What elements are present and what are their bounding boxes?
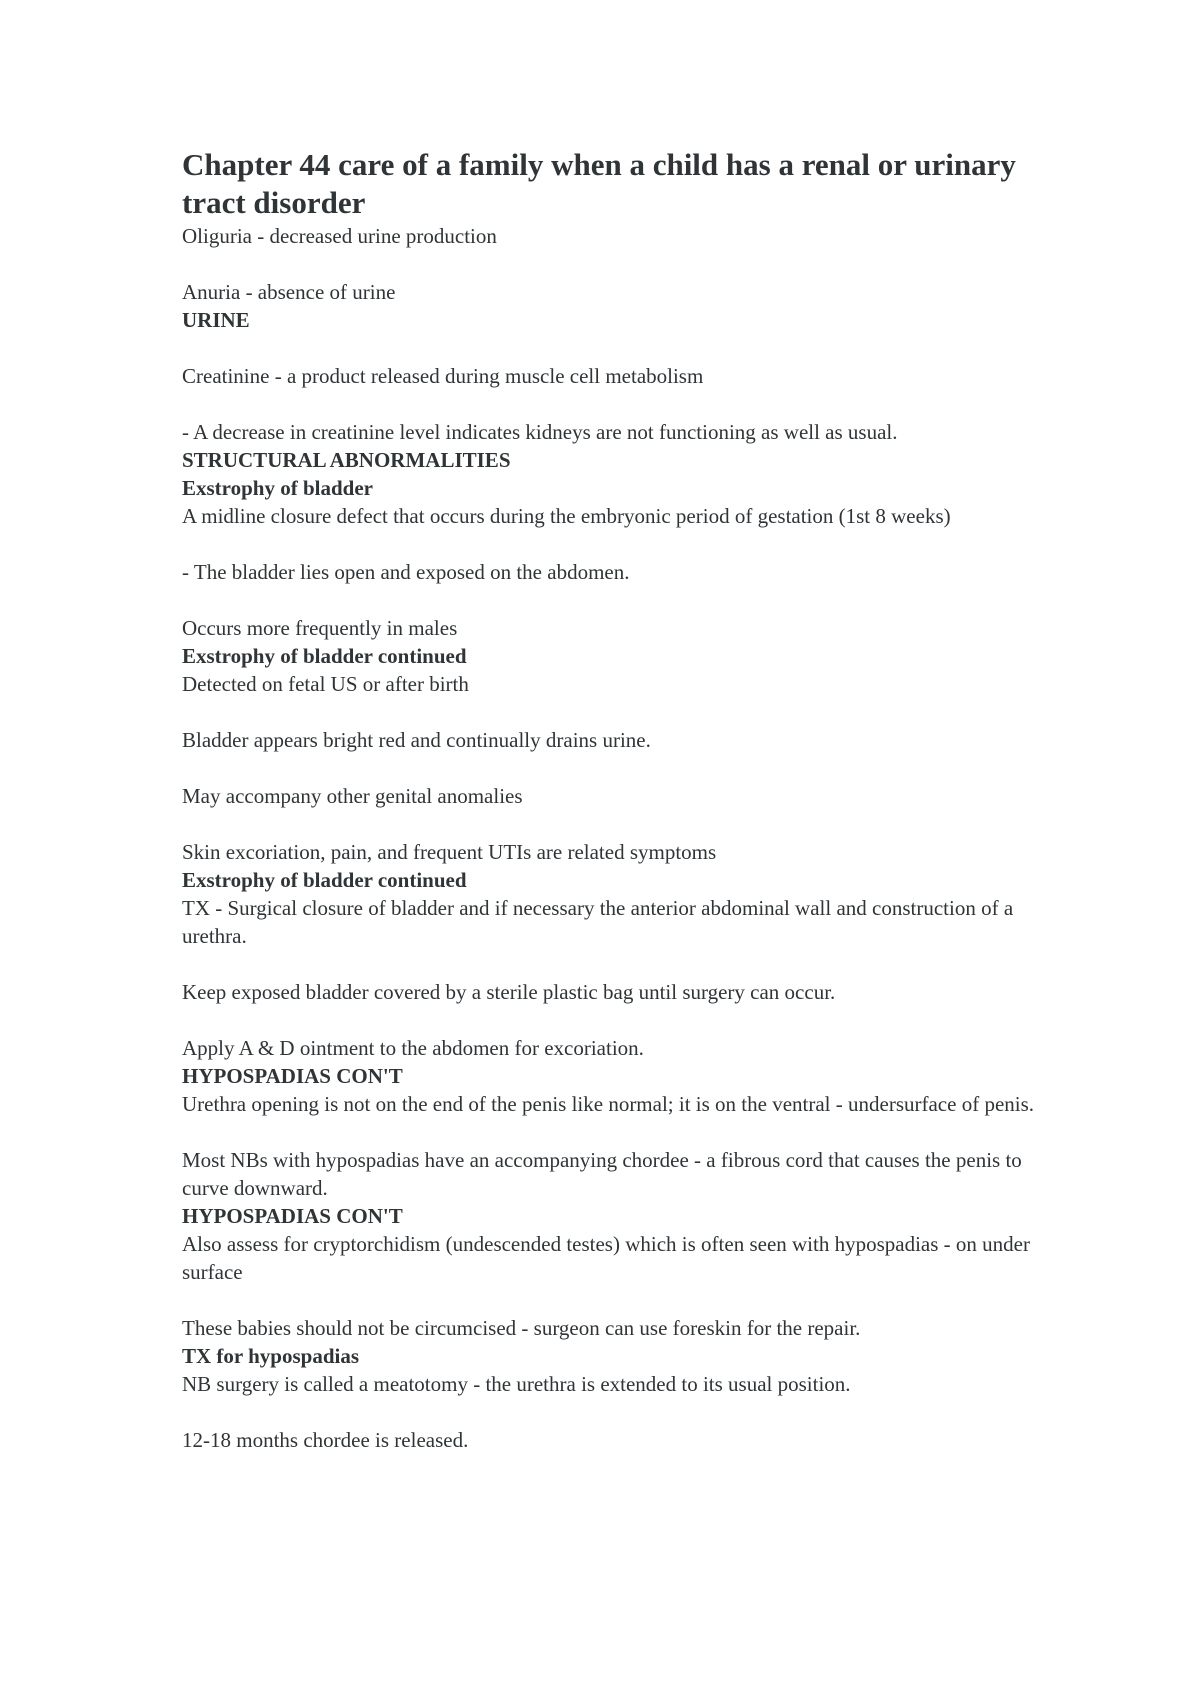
blank-line (182, 754, 1042, 782)
blank-line (182, 1006, 1042, 1034)
blank-line (182, 1398, 1042, 1426)
body-text: Anuria - absence of urine (182, 280, 396, 304)
blank-line (182, 250, 1042, 278)
document-title: Chapter 44 care of a family when a child has a renal or urinary tract disorder (182, 147, 1016, 220)
body-text: Detected on fetal US or after birth (182, 672, 469, 696)
body-text: TX - Surgical closure of bladder and if necessary the anterior abdominal wall and construction of a urethra. (182, 896, 1014, 948)
section-heading: HYPOSPADIAS CON'T (182, 1204, 403, 1228)
section-heading: Exstrophy of bladder continued (182, 868, 467, 892)
blank-line (182, 334, 1042, 362)
section-heading: Exstrophy of bladder continued (182, 644, 467, 668)
body-text: - A decrease in creatinine level indicates kidneys are not functioning as well as usual. (182, 420, 898, 444)
body-text: Creatinine - a product released during muscle cell metabolism (182, 364, 704, 388)
blank-line (182, 586, 1042, 614)
body-text: Bladder appears bright red and continually drains urine. (182, 728, 651, 752)
blank-line (182, 530, 1042, 558)
blank-line (182, 1118, 1042, 1146)
blank-line (182, 390, 1042, 418)
body-text: - The bladder lies open and exposed on the abdomen. (182, 560, 630, 584)
body-text: Apply A & D ointment to the abdomen for excoriation. (182, 1036, 644, 1060)
blank-line (182, 1286, 1042, 1314)
blank-line (182, 698, 1042, 726)
document-page (182, 146, 1042, 1454)
body-text: Urethra opening is not on the end of the penis like normal; it is on the ventral - undersurface of penis. (182, 1092, 1035, 1116)
body-text: Keep exposed bladder covered by a sterile plastic bag until surgery can occur. (182, 980, 836, 1004)
blank-line (182, 810, 1042, 838)
body-text: 12-18 months chordee is released. (182, 1428, 469, 1452)
body-text: NB surgery is called a meatotomy - the urethra is extended to its usual position. (182, 1372, 851, 1396)
body-text: Skin excoriation, pain, and frequent UTIs are related symptoms (182, 840, 717, 864)
body-text: Occurs more frequently in males (182, 616, 458, 640)
body-text: Oliguria - decreased urine production (182, 224, 497, 248)
section-heading: Exstrophy of bladder (182, 476, 373, 500)
section-heading: URINE (182, 308, 250, 332)
body-text: These babies should not be circumcised - surgeon can use foreskin for the repair. (182, 1316, 861, 1340)
body-text: Most NBs with hypospadias have an accompanying chordee - a fibrous cord that causes the penis to curve downward. (182, 1148, 1022, 1200)
section-heading: STRUCTURAL ABNORMALITIES (182, 448, 511, 472)
section-heading: HYPOSPADIAS CON'T (182, 1064, 403, 1088)
blank-line (182, 950, 1042, 978)
body-text: A midline closure defect that occurs during the embryonic period of gestation (1st 8 weeks) (182, 504, 951, 528)
section-heading: TX for hypospadias (182, 1344, 360, 1368)
document-body (182, 222, 1042, 1454)
body-text: Also assess for cryptorchidism (undescended testes) which is often seen with hypospadias - on under surface (182, 1232, 1030, 1284)
body-text: May accompany other genital anomalies (182, 784, 523, 808)
